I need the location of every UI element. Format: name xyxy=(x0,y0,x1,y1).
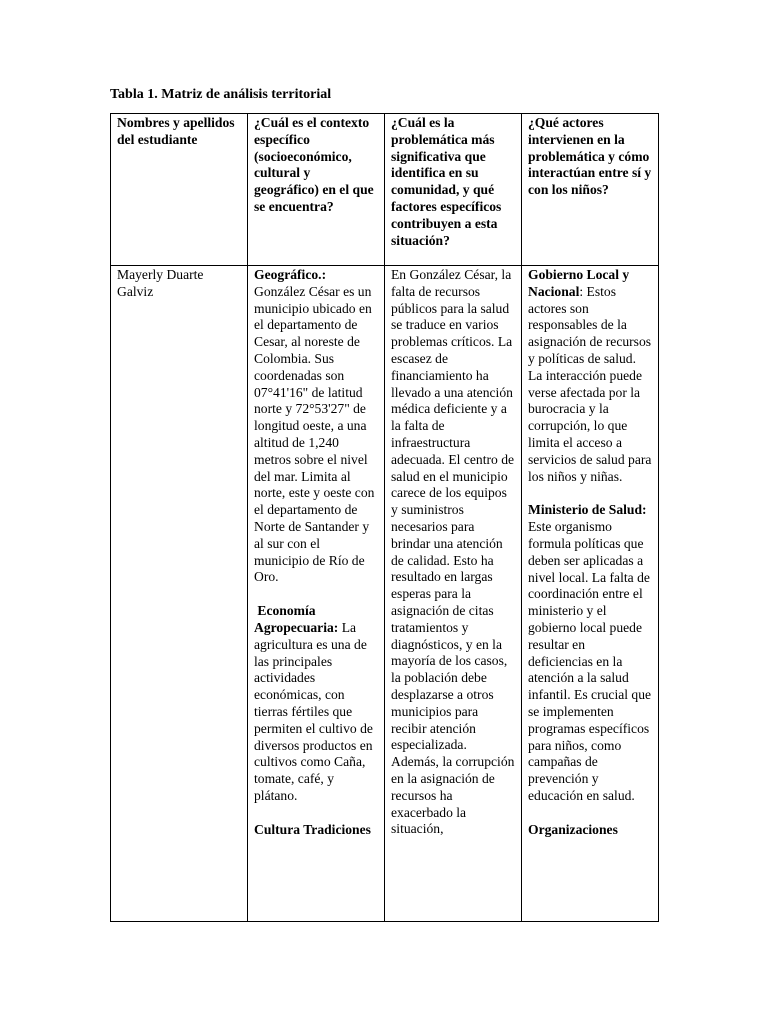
ministry-text: Este organismo formula políticas que deben ser aplicadas a nivel local. La falta de coordinación entre el ministerio y el gobierno local puede resultar en deficiencias en la atención a la salud infantil. Es crucial que se implementen programas específicos para niños, como campañas de prevención y educación en salud. xyxy=(528,519,652,803)
economy-label: Economía Agropecuaria: xyxy=(254,603,339,635)
header-actors: ¿Qué actores intervienen en la problemática y cómo interactúan entre sí y con los niños? xyxy=(522,114,659,266)
organizations-label: Organizaciones xyxy=(528,821,618,837)
government-label: Gobierno Local y Nacional xyxy=(528,267,630,299)
header-student-name: Nombres y apellidos del estudiante xyxy=(111,114,248,266)
cell-context xyxy=(248,266,385,922)
ministry-label: Ministerio de Salud: xyxy=(528,502,647,518)
actors-ministry xyxy=(528,502,652,804)
cell-problem: En González César, la falta de recursos públicos para la salud se traduce en varios problemas críticos. La escasez de financiamiento ha llevado a una atención médica deficiente y a la falta de infraestructura adecuada. El centro de salud en el municipio carece de los equipos y suministros necesarios para brindar una atención de calidad. Esto ha resultado en largas esperas para la asignación de citas tratamientos y diagnósticos, y en la mayoría de los casos, la población debe desplazarse a otros municipios para recibir atención especializada. Además, la corrupción en la asignación de recursos ha exacerbado la situación, xyxy=(385,266,522,922)
cell-student-name: Mayerly Duarte Galviz xyxy=(111,266,248,922)
table-header-row xyxy=(111,114,659,266)
header-context: ¿Cuál es el contexto específico (socioeconómico, cultural y geográfico) en el que se encuentra? xyxy=(248,114,385,266)
government-text: : Estos actores son responsables de la asignación de recursos y políticas de salud. La interacción puede verse afectada por la burocracia y la corrupción, lo que limita el acceso a servicios de salud para los niños y niñas. xyxy=(528,283,652,484)
header-problem: ¿Cuál es la problemática más significativa que identifica en su comunidad, y qué factores específicos contribuyen a esta situación? xyxy=(385,114,522,266)
context-economy xyxy=(254,603,378,805)
context-culture xyxy=(254,822,378,839)
table-row xyxy=(111,266,659,922)
actors-organizations xyxy=(528,822,652,839)
geographic-label: Geográfico.: xyxy=(254,267,327,282)
table-caption: Tabla 1. Matriz de análisis territorial xyxy=(110,87,332,102)
territorial-analysis-table xyxy=(110,113,659,922)
actors-government xyxy=(528,267,652,485)
context-geographic xyxy=(254,267,378,586)
economy-text: La agricultura es una de las principales actividades económicas, con tierras fértiles que permiten el cultivo de diversos productos en cultivos como Caña, tomate, café, y plátano. xyxy=(254,619,373,803)
culture-label: Cultura Tradiciones xyxy=(254,821,371,837)
cell-actors xyxy=(522,266,659,922)
geographic-text: González César es un municipio ubicado en el departamento de Cesar, al noreste de Colombia. Sus coordenadas son 07°41'16" de latitud norte y 72°53'27" de longitud oeste, a una altitud de 1,240 metros sobre el nivel del mar. Limita al norte, este y oeste con el departamento de Norte de Santander y al sur con el municipio de Río de Oro. xyxy=(254,283,375,585)
